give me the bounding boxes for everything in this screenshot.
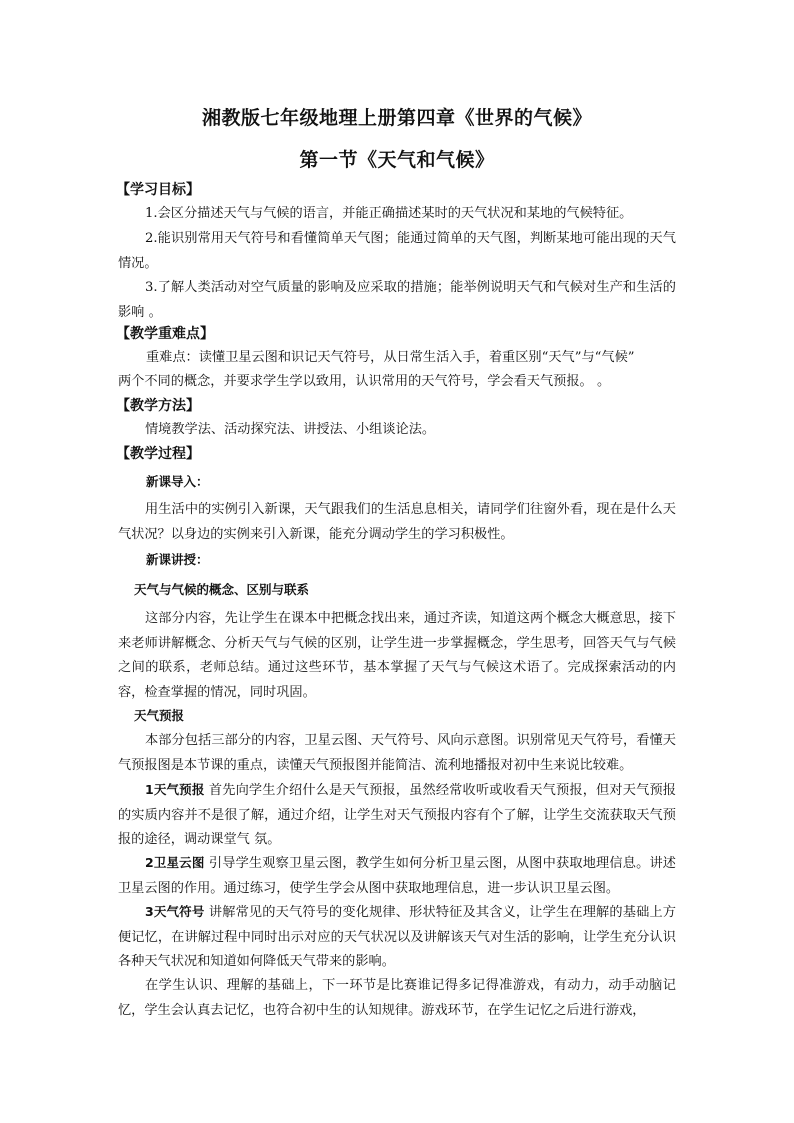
final-text: 在学生认识、理解的基础上，下一环节是比赛谁记得多记得准游戏，有动力，动手动脑记忆，学生会认真去记忆，也符合初中生的认知规律。游戏环节，在学生记忆之后进行游戏， bbox=[118, 978, 676, 1018]
methods-heading: 【教学方法】 bbox=[116, 398, 200, 414]
item2-label: 2卫星云图 bbox=[145, 855, 205, 870]
intro-text: 用生活中的实例引入新课，天气跟我们的生活息息相关，请同学们往窗外看，现在是什么天气状况？以身边的实例来引入新课，能充分调动学生的学习积极性。 bbox=[118, 502, 676, 542]
key-points-line-1: 重难点：读懂卫星云图和识记天气符号，从日常生活入手，着重区别“天气”与“气候” bbox=[146, 350, 635, 365]
item2-paragraph bbox=[118, 851, 676, 901]
process-heading: 【教学过程】 bbox=[116, 446, 200, 462]
item3-paragraph bbox=[118, 900, 676, 975]
item1-label: 1天气预报 bbox=[145, 782, 205, 797]
item3-label: 3天气符号 bbox=[145, 904, 205, 919]
lecture-label: 新课讲授： bbox=[146, 552, 209, 567]
part2-title: 天气预报 bbox=[134, 708, 185, 723]
key-points-line-2: 两个不同的概念，并要求学生学以致用，认识常用的天气符号，学会看天气预报。 。 bbox=[118, 374, 611, 389]
item1-paragraph bbox=[118, 778, 676, 853]
objective-item-3: 3.了解人类活动对空气质量的影响及应采取的措施；能举例说明天气和气候对生产和生活的影响 。 bbox=[118, 280, 676, 320]
objective-item-2: 2.能识别常用天气符号和看懂简单天气图；能通过简单的天气图，判断某地可能出现的天气情况。 bbox=[118, 231, 676, 271]
part2-text: 本部分包括三部分的内容，卫星云图、天气符号、风向示意图。识别常见天气符号，看懂天气预报图是本节课的重点，读懂天气预报图并能简洁、流利地播报对初中生来说比较难。 bbox=[118, 733, 676, 773]
objectives-heading: 【学习目标】 bbox=[116, 182, 200, 198]
objective-item-1: 1.会区分描述天气与气候的语言，并能正确描述某时的天气状况和某地的气候特征。 bbox=[145, 206, 633, 221]
intro-label: 新课导入： bbox=[146, 474, 209, 489]
part1-title: 天气与气候的概念、区别与联系 bbox=[134, 582, 310, 597]
main-title: 湘教版七年级地理上册第四章《世界的气候》 bbox=[201, 107, 592, 129]
part1-text: 这部分内容，先让学生在课本中把概念找出来，通过齐读，知道这两个概念大概意思，接下来老师讲解概念、分析天气与气候的区别，让学生进一步掌握概念，学生思考，回答天气与气候之间的联系，老师总结。通过这些环节，基本掌握了天气与气候这术语了。完成探索活动的内容，检查掌握的情况，同时巩固。 bbox=[118, 611, 676, 700]
key-points-heading: 【教学重难点】 bbox=[116, 326, 214, 342]
item1-text: 首先向学生介绍什么是天气预报，虽然经常收听或收看天气预报，但对天气预报的实质内容并不是很了解，通过介绍，让学生对天气预报内容有个了解，让学生交流获取天气预报的途径，调动课堂气 氛。 bbox=[118, 783, 676, 847]
item2-text: 引导学生观察卫星云图，教学生如何分析卫星云图，从图中获取地理信息。讲述卫星云图的作用。通过练习，使学生学会从图中获取地理信息，进一步认识卫星云图。 bbox=[118, 856, 676, 896]
section-title: 第一节《天气和气候》 bbox=[299, 149, 495, 171]
methods-text: 情境教学法、活动探究法、讲授法、小组谈论法。 bbox=[145, 422, 436, 437]
item3-text: 讲解常见的天气符号的变化规律、形状特征及其含义，让学生在理解的基础上方便记忆，在讲解过程中同时出示对应的天气状况以及讲解该天气对生活的影响，让学生充分认识各种天气状况和知道如何降低天气带来的影响。 bbox=[118, 905, 676, 969]
